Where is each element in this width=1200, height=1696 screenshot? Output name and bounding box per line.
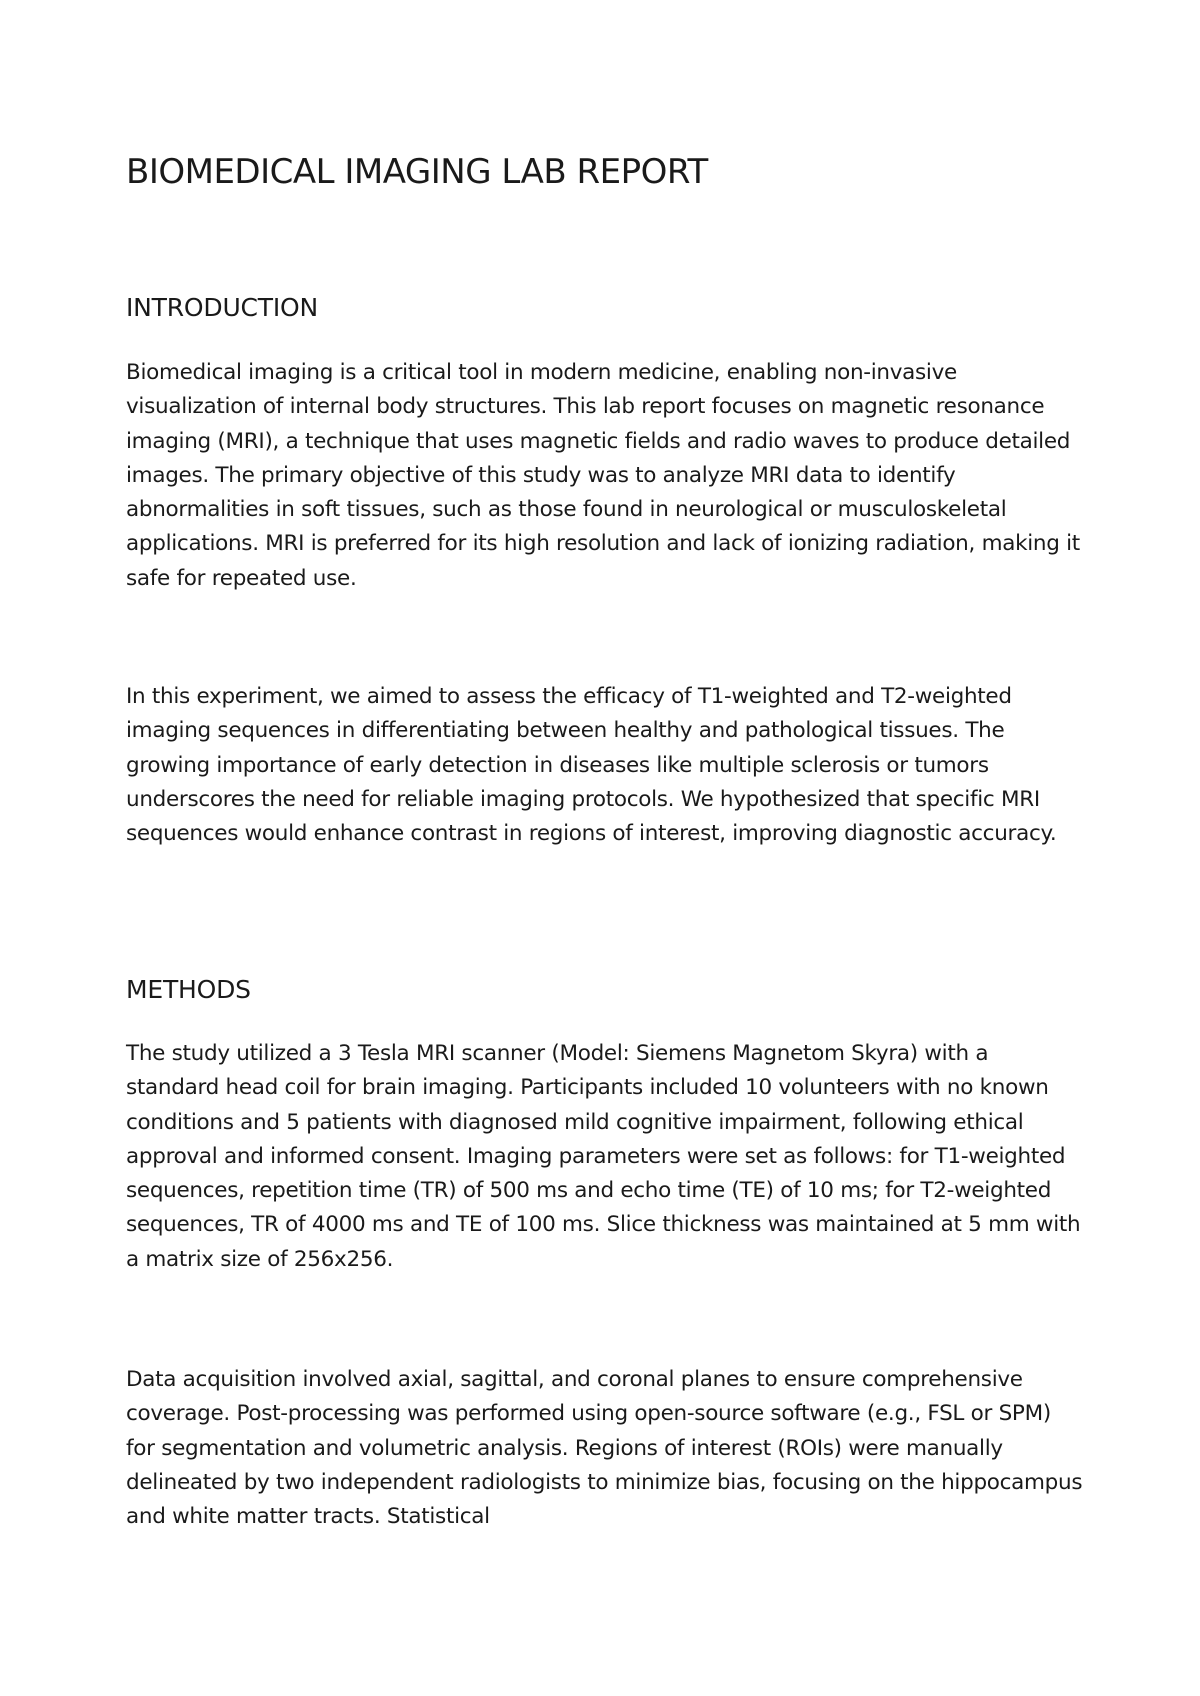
report-title: BIOMEDICAL IMAGING LAB REPORT xyxy=(126,152,708,192)
introduction-paragraph-1: Biomedical imaging is a critical tool in modern medicine, enabling non-invasive visualization of internal body structures. This lab report focuses on magnetic resonance imaging (MRI), a technique that uses magnetic fields and radio waves to produce detailed images. The primary objective of this study was to analyze MRI data to identify abnormalities in soft tissues, such as those found in neurological or musculoskeletal applications. MRI is preferred for its high resolution and lack of ionizing radiation, making it safe for repeated use. xyxy=(126,360,1080,591)
introduction-paragraph-2: In this experiment, we aimed to assess the efficacy of T1-weighted and T2-weighted imaging sequences in differentiating between healthy and pathological tissues. The growing importance of early detection in diseases like multiple sclerosis or tumors underscores the need for reliable imaging protocols. We hypothesized that specific MRI sequences would enhance contrast in regions of interest, improving diagnostic accuracy. xyxy=(126,684,1057,847)
section-heading-introduction: INTRODUCTION xyxy=(126,293,319,322)
methods-paragraph-2: Data acquisition involved axial, sagittal, and coronal planes to ensure comprehensive coverage. Post-processing was performed using open-source software (e.g., FSL or SPM) for segmentation and volumetric analysis. Regions of interest (ROIs) were manually delineated by two independent radiologists to minimize bias, focusing on the hippocampus and white matter tracts. Statistical xyxy=(126,1367,1083,1530)
methods-paragraph-1: The study utilized a 3 Tesla MRI scanner (Model: Siemens Magnetom Skyra) with a standard head coil for brain imaging. Participants included 10 volunteers with no known conditions and 5 patients with diagnosed mild cognitive impairment, following ethical approval and informed consent. Imaging parameters were set as follows: for T1-weighted sequences, repetition time (TR) of 500 ms and echo time (TE) of 10 ms; for T2-weighted sequences, TR of 4000 ms and TE of 100 ms. Slice thickness was maintained at 5 mm with a matrix size of 256x256. xyxy=(126,1041,1081,1272)
section-heading-methods: METHODS xyxy=(126,975,251,1004)
